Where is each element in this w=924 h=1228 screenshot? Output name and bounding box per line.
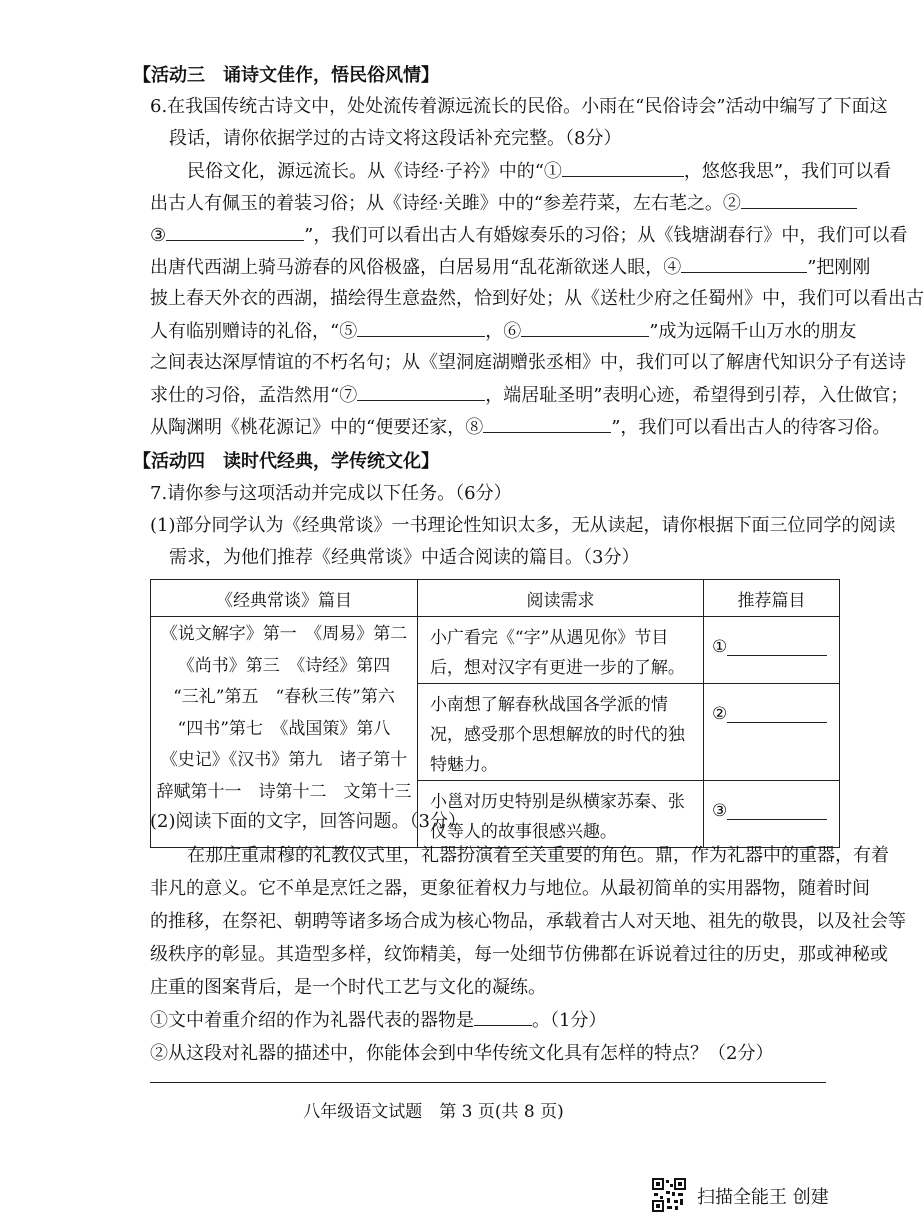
passage-line: 的推移，在祭祀、朝聘等诸多场合成为核心物品，承载着古人对天地、祖先的敬畏，以及社会等 [150,911,906,932]
page-footer: 八年级语文试题 第 3 页(共 8 页) [303,1102,564,1122]
p2 [150,192,857,215]
blank-4[interactable] [681,256,807,273]
rec-cell [704,781,840,848]
p1 [187,160,891,183]
p4a: 出唐代西湖上骑马游春的风俗极盛，白居易用“乱花渐欲迷人眼，④ [150,257,682,278]
q7-title: 7.请你参与这项活动并完成以下任务。（6分） [150,483,512,504]
need-text: 小邕对历史特别是纵横家苏秦、张仪等人的故事很感兴趣。 [429,792,685,842]
table-header-row [151,580,840,617]
p6b: ，⑥ [485,321,522,342]
answer-line[interactable] [150,1082,826,1083]
p5: 披上春天外衣的西湖，描绘得生意盎然，恰到好处；从《送杜少府之任蜀州》中，我们可以看出古 [150,288,924,309]
p1a: 民俗文化，源远流长。从《诗经·子衿》中的“① [187,161,562,182]
sub1b: 。（1分） [532,1010,607,1031]
sub-question-2: ②从这段对礼器的描述中，你能体会到中华传统文化具有怎样的特点？（2分） [150,1043,774,1064]
passage-line: 在那庄重肃穆的礼教仪式里，礼器扮演着至关重要的角色。鼎，作为礼器中的重器，有着 [187,845,889,866]
p6 [150,320,856,343]
blank-5[interactable] [357,320,485,337]
need-text: 小南想了解春秋战国各学派的情况，感受那个思想解放的时代的独特魅力。 [429,695,685,775]
blank-8[interactable] [483,416,611,433]
col-header-need: 阅读需求 [417,580,703,617]
p9a: 从陶渊明《桃花源记》中的“便要还家，⑧ [150,417,484,438]
p8a: 求仕的习俗，孟浩然用“⑦ [150,385,358,406]
blank-1[interactable] [562,160,684,177]
blank-7[interactable] [357,384,485,401]
rec-blank-2[interactable] [727,706,827,723]
sub1a: ①文中着重介绍的作为礼器代表的器物是 [150,1010,474,1031]
blank-6[interactable] [521,320,649,337]
passage-line: 庄重的图案背后，是一个时代工艺与文化的凝练。 [150,977,546,998]
need-cell [417,617,703,684]
rec-blank-1[interactable] [727,639,827,656]
col-header-toc: 《经典常谈》篇目 [151,580,418,617]
p9 [150,416,890,439]
task2-heading: (2)阅读下面的文字，回答问题。（3分） [150,811,466,832]
activity4-heading: 【活动四 读时代经典，学传统文化】 [133,451,439,472]
rec-cell [704,617,840,684]
p3a: ③ [150,225,167,246]
p6a: 人有临别赠诗的礼俗，“⑤ [150,321,358,342]
toc-line: 辞赋第十一 诗第十二 文第十三 [156,781,412,802]
p2a: 出古人有佩玉的着装习俗；从《诗经·关雎》中的“参差荇菜，左右芼之。② [150,193,741,214]
rec-mark: ③ [712,801,728,821]
p8 [150,384,908,407]
task1-line2: 需求，为他们推荐《经典常谈》中适合阅读的篇目。（3分） [169,547,640,568]
blank-2[interactable] [741,192,857,209]
p6c: ”成为远隔千山万水的朋友 [649,321,857,342]
rec-blank-3[interactable] [727,803,827,820]
p1b: ，悠悠我思”，我们可以看 [683,161,892,182]
passage-line: 级秩序的彰显。其造型多样，纹饰精美，每一处细节仿佛都在诉说着过往的历史，那或神秘或 [150,944,888,965]
p3b: ”，我们可以看出古人有婚嫁奏乐的习俗；从《钱塘湖春行》中，我们可以看 [304,225,908,246]
rec-cell [704,684,840,781]
table-row [151,617,840,684]
watermark-brand: 扫描全能王 创建 [697,1187,829,1208]
blank-3[interactable] [166,224,304,241]
p7: 之间表达深厚情谊的不朽名句；从《望洞庭湖赠张丞相》中，我们可以了解唐代知识分子有送诗 [150,352,906,373]
qr-code-icon [652,1178,686,1212]
need-cell [417,684,703,781]
p4b: ”把刚刚 [807,257,871,278]
q6-line1: 6.在我国传统古诗文中，处处流传着源远流长的民俗。小雨在“民俗诗会”活动中编写了下面这 [150,96,888,117]
task1-line1: (1)部分同学认为《经典常谈》一书理论性知识太多，无从读起，请你根据下面三位同学的阅读 [150,515,896,536]
activity3-heading: 【活动三 诵诗文佳作，悟民俗风情】 [133,65,439,86]
passage-line: 非凡的意义。它不单是烹饪之器，更象征着权力与地位。从最初简单的实用器物，随着时间 [150,878,870,899]
toc-line: “三礼”第五 “春秋三传”第六 [173,687,395,707]
rec-mark: ② [712,704,728,724]
p3 [150,224,907,247]
rec-mark: ① [712,637,728,657]
col-header-rec: 推荐篇目 [704,580,840,617]
toc-line: 《尚书》第三 《诗经》第四 [177,655,391,676]
p8b: ，端居耻圣明”表明心迹，希望得到引荐，入仕做官； [485,385,909,406]
toc-line: 《史记》《汉书》第九 诸子第十 [160,750,408,770]
q6-line2: 段话，请你依据学过的古诗文将这段话补充完整。（8分） [169,128,622,149]
p4 [150,256,870,279]
recommendation-table [150,579,840,848]
toc-line: “四书”第七 《战国策》第八 [177,718,391,739]
need-text: 小广看完《“字”从遇见你》节目后，想对汉字有更进一步的了解。 [429,628,685,678]
p9b: ”，我们可以看出古人的待客习俗。 [611,417,891,438]
toc-line: 《说文解字》第一 《周易》第二 [160,624,408,644]
sub-question-1 [150,1010,606,1032]
answer-blank[interactable] [474,1011,532,1026]
